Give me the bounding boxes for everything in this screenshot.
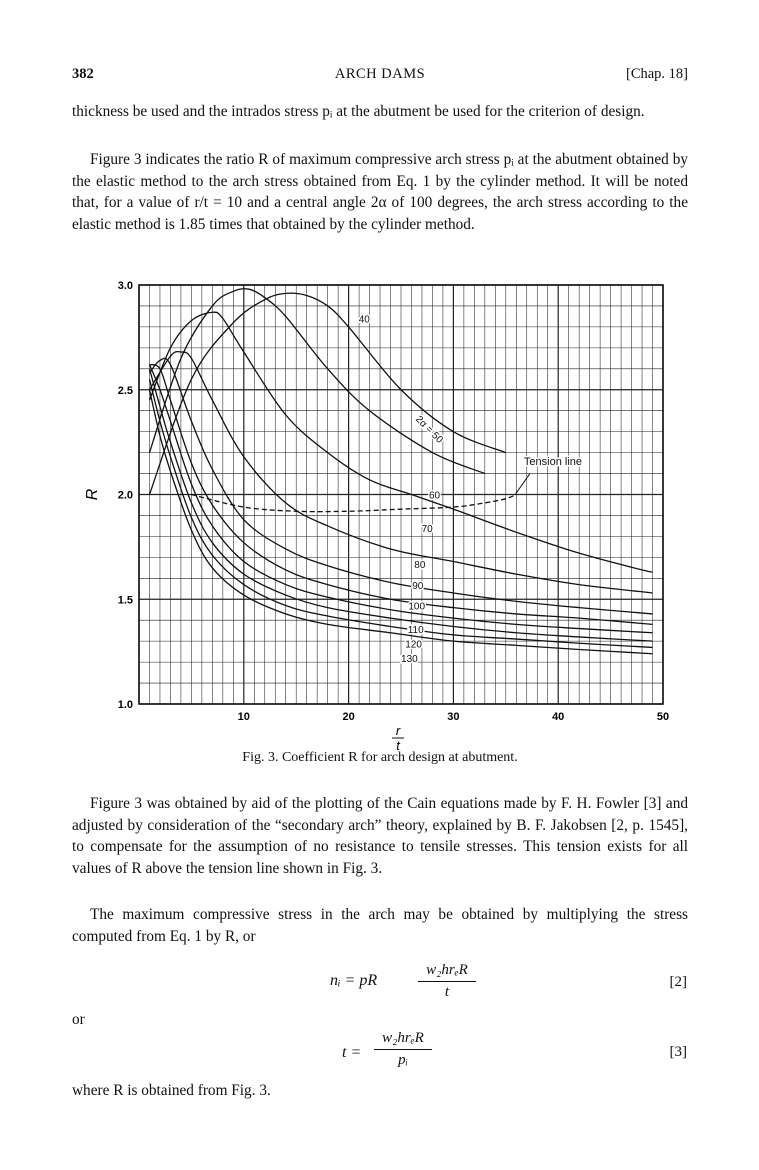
x-axis-label-numerator: r	[395, 723, 401, 738]
tension-line-leader	[515, 474, 530, 495]
equation-2-lhs: nᵢ = pR	[330, 972, 378, 989]
x-axis-label-denominator: t	[396, 738, 400, 753]
equation-3-denominator: pᵢ	[398, 1052, 408, 1068]
equation-3-label: [3]	[669, 1044, 687, 1060]
chart-grid	[139, 285, 663, 704]
x-tick-label: 50	[656, 711, 670, 723]
curve-label-80: 80	[414, 559, 426, 571]
curve-label-110: 110	[407, 624, 424, 636]
curve-label-100: 100	[408, 601, 426, 613]
page-header	[72, 66, 688, 86]
angle-label: 2α = 50	[413, 414, 445, 446]
y-tick-label: 2.5	[117, 384, 133, 397]
coefficient-r-chart	[0, 270, 759, 770]
equation-2-numerator: w₂hrₑR	[426, 962, 468, 978]
equation-3-numerator: w₂hrₑR	[382, 1030, 424, 1046]
curve-label-40: 40	[358, 314, 370, 326]
fraction-bar	[374, 1049, 432, 1050]
tension-line-label: Tension line	[523, 456, 583, 469]
curve-label-90: 90	[412, 580, 424, 592]
chart-axes	[118, 280, 669, 723]
x-tick-label: 40	[552, 711, 565, 723]
paragraph-3: Figure 3 was obtained by aid of the plotting of the Cain equations made by F. H. Fowler [3] and adjusted by consideration of the “secondary arch” theory, explained by B. F. Jakobsen [2, p. 1545], to compensate for the assumption of no resistance to tensile stresses. This tension exists for all values of R above the tension line shown in Fig. 3.	[72, 795, 688, 877]
equation-2-denominator: t	[444, 984, 450, 1000]
running-title: ARCH DAMS	[334, 66, 426, 82]
where-text: where R is obtained from Fig. 3.	[72, 1082, 271, 1099]
figure-caption: Fig. 3. Coefficient R for arch design at abutment.	[242, 750, 518, 765]
y-axis-label: R	[84, 488, 101, 501]
y-tick-label: 1.5	[117, 594, 133, 607]
curve-label-120: 120	[405, 639, 422, 651]
chart-labels	[84, 315, 582, 753]
x-tick-label: 30	[447, 711, 460, 723]
equation-2-label: [2]	[669, 974, 687, 990]
curve-label-130: 130	[401, 654, 418, 666]
y-tick-label: 2.0	[117, 489, 133, 502]
x-tick-label: 10	[237, 711, 250, 723]
y-tick-label: 3.0	[117, 280, 133, 292]
equation-3-lhs: t =	[342, 1044, 362, 1061]
equation-2-fraction	[418, 962, 476, 1001]
x-tick-label: 20	[342, 711, 355, 723]
paragraph-4: The maximum compressive stress in the arch may be obtained by multiplying the stress computed from Eq. 1 by R, or	[72, 906, 688, 945]
fraction-bar	[418, 981, 476, 982]
y-tick-label: 1.0	[117, 699, 133, 711]
tension-line	[191, 495, 516, 512]
page-number: 382	[72, 66, 94, 82]
curve-label-60: 60	[428, 490, 441, 502]
paragraph-1: thickness be used and the intrados stress pᵢ at the abutment be used for the criterion of design.	[72, 103, 645, 120]
chapter-label: [Chap. 18]	[625, 66, 688, 82]
equation-3-fraction	[374, 1030, 432, 1069]
or-text: or	[72, 1011, 85, 1028]
paragraph-2: Figure 3 indicates the ratio R of maximum compressive arch stress pᵢ at the abutment obtained by the elastic method to the arch stress obtained from Eq. 1 by the cylinder method. It will be noted that, for a value of r/t = 10 and a central angle 2α of 100 degrees, the arch stress according to the elastic method is 1.85 times that obtained by the cylinder method.	[72, 151, 688, 233]
curve-label-70: 70	[421, 524, 433, 536]
